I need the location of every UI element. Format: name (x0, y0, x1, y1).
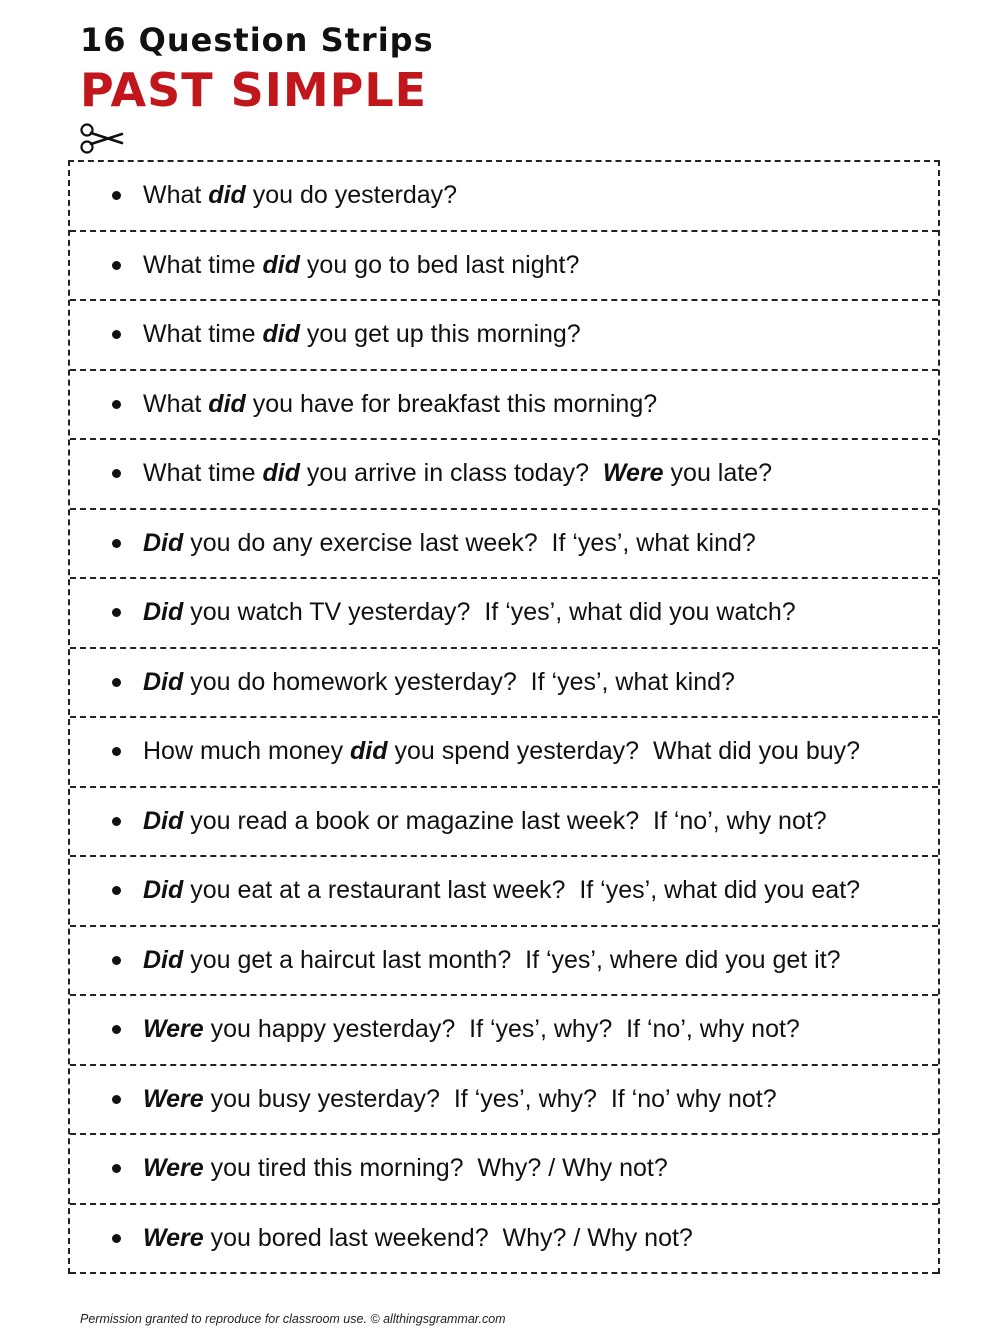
question-strip (70, 510, 938, 580)
emphasized-verb: Were (143, 1154, 204, 1183)
bullet-icon (112, 678, 121, 687)
question-text (143, 1085, 777, 1114)
question-fragment: you read a book or magazine last week? If ‘no’, why not? (183, 806, 827, 835)
question-fragment: you do any exercise last week? If ‘yes’, what kind? (183, 528, 756, 557)
worksheet-title: 16 Question Strips (80, 21, 434, 59)
question-fragment: What (143, 389, 209, 418)
question-fragment: you have for breakfast this morning? (245, 389, 658, 418)
question-strip (70, 440, 938, 510)
emphasized-verb: Did (143, 876, 184, 905)
emphasized-verb: Did (143, 598, 184, 627)
bullet-icon (112, 261, 121, 270)
question-text (143, 807, 827, 836)
emphasized-verb: did (208, 389, 246, 418)
question-fragment: you happy yesterday? If ‘yes’, why? If ‘no’, why not? (203, 1015, 800, 1044)
question-strips-list (68, 160, 940, 1274)
question-fragment: you bored last weekend? Why? / Why not? (203, 1223, 693, 1252)
emphasized-verb: did (350, 737, 388, 766)
emphasized-verb: Were (602, 459, 664, 488)
question-fragment: you late? (663, 459, 773, 488)
bullet-icon (112, 400, 121, 409)
emphasized-verb: Were (143, 1015, 204, 1044)
question-strip (70, 301, 938, 371)
question-fragment: How much money (143, 737, 351, 766)
question-text (143, 1224, 693, 1253)
bullet-icon (112, 469, 121, 478)
scissors-icon (78, 120, 126, 156)
bullet-icon (112, 1234, 121, 1243)
question-fragment: you watch TV yesterday? If ‘yes’, what did you watch? (183, 598, 796, 627)
question-fragment: you eat at a restaurant last week? If ‘yes’, what did you eat? (183, 876, 861, 905)
bullet-icon (112, 1095, 121, 1104)
question-text (143, 946, 841, 975)
question-strip (70, 232, 938, 302)
question-fragment: you get up this morning? (299, 320, 581, 349)
question-fragment: you tired this morning? Why? / Why not? (203, 1154, 668, 1183)
question-fragment: you spend yesterday? What did you buy? (387, 737, 861, 766)
bullet-icon (112, 191, 121, 200)
question-fragment: What time (143, 250, 263, 279)
bullet-icon (112, 886, 121, 895)
emphasized-verb: Did (143, 667, 184, 696)
bullet-icon (112, 608, 121, 617)
bullet-icon (112, 1025, 121, 1034)
worksheet-subtitle: PAST SIMPLE (80, 63, 428, 117)
emphasized-verb: did (262, 320, 300, 349)
question-text (143, 251, 579, 280)
question-fragment: you busy yesterday? If ‘yes’, why? If ‘no’ why not? (203, 1084, 777, 1113)
question-text (143, 459, 772, 488)
bullet-icon (112, 1164, 121, 1173)
question-strip (70, 162, 938, 232)
question-text (143, 737, 860, 766)
question-text (143, 668, 735, 697)
permission-footer: Permission granted to reproduce for classroom use. © allthingsgrammar.com (80, 1312, 506, 1326)
question-strip (70, 1205, 938, 1275)
question-text (143, 529, 756, 558)
bullet-icon (112, 330, 121, 339)
question-fragment: you get a haircut last month? If ‘yes’, where did you get it? (183, 945, 841, 974)
question-strip (70, 718, 938, 788)
emphasized-verb: Were (143, 1084, 204, 1113)
question-fragment: you go to bed last night? (299, 250, 580, 279)
bullet-icon (112, 747, 121, 756)
emphasized-verb: Were (143, 1223, 204, 1252)
question-strip (70, 649, 938, 719)
question-strip (70, 579, 938, 649)
question-strip (70, 1135, 938, 1205)
question-text (143, 1154, 668, 1183)
question-strip (70, 1066, 938, 1136)
question-text (143, 598, 796, 627)
question-strip (70, 371, 938, 441)
emphasized-verb: Did (143, 806, 184, 835)
question-strip (70, 996, 938, 1066)
question-text (143, 876, 860, 905)
question-strip (70, 788, 938, 858)
question-fragment: What (143, 181, 209, 210)
emphasized-verb: Did (143, 528, 184, 557)
question-fragment: you do homework yesterday? If ‘yes’, what kind? (183, 667, 735, 696)
question-text (143, 320, 581, 349)
emphasized-verb: did (262, 459, 300, 488)
emphasized-verb: did (262, 250, 300, 279)
question-fragment: you arrive in class today? (299, 459, 603, 488)
question-text (143, 181, 457, 210)
bullet-icon (112, 817, 121, 826)
question-strip (70, 857, 938, 927)
emphasized-verb: did (208, 181, 246, 210)
question-text (143, 390, 657, 419)
bullet-icon (112, 956, 121, 965)
question-fragment: you do yesterday? (245, 181, 458, 210)
emphasized-verb: Did (143, 945, 184, 974)
question-strip (70, 927, 938, 997)
question-fragment: What time (143, 459, 263, 488)
question-fragment: What time (143, 320, 263, 349)
question-text (143, 1015, 800, 1044)
bullet-icon (112, 539, 121, 548)
